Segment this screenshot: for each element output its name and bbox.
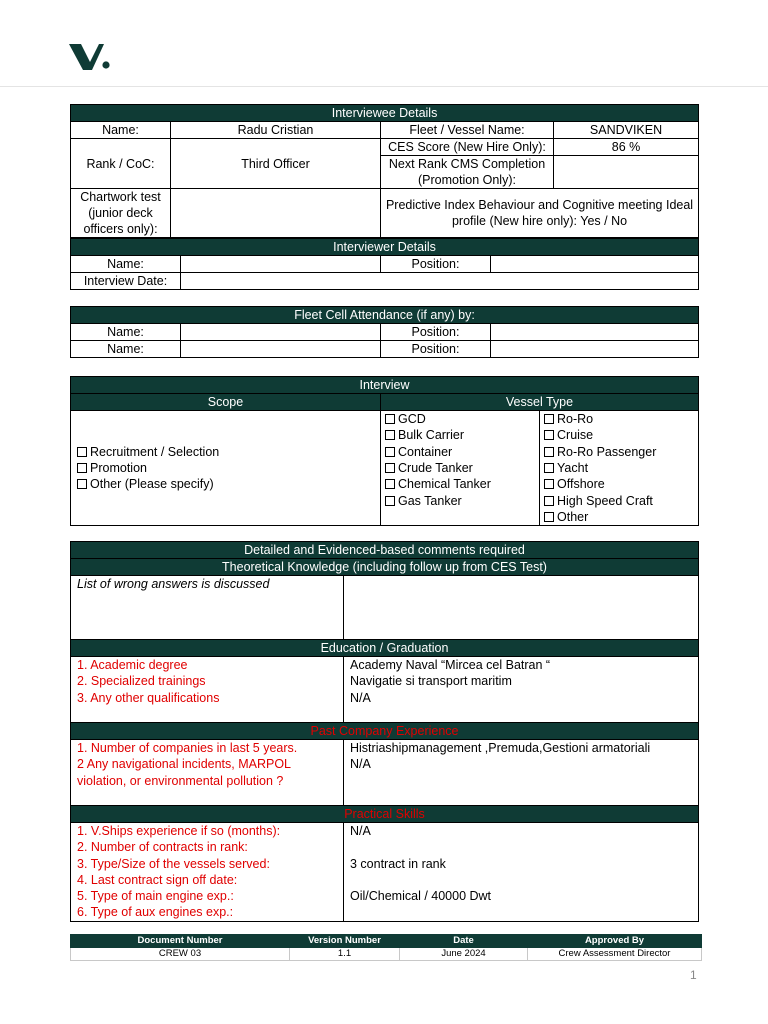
vessel-option-bulk-carrier[interactable]: Bulk Carrier: [385, 427, 535, 443]
vessel-option-gcd[interactable]: GCD: [385, 411, 535, 427]
fleet-cell-table: [70, 306, 699, 358]
past-experience-title: Past Company Experience: [71, 723, 699, 740]
interview-table: [70, 376, 699, 526]
vessel-option-chemical-tanker[interactable]: Chemical Tanker: [385, 476, 535, 492]
rank-label: Rank / CoC:: [71, 139, 171, 189]
footer-version-number: 1.1: [290, 948, 400, 961]
header-divider: [0, 86, 768, 87]
checkbox-icon[interactable]: [385, 463, 395, 473]
practical-value-contracts: [350, 839, 694, 855]
education-value-academic: Academy Naval “Mircea cel Batran “: [350, 658, 551, 672]
fleet-cell-name-field-1[interactable]: [181, 324, 381, 341]
fleet-cell-name-label-2: Name:: [71, 341, 181, 358]
vessel-option-gas-tanker[interactable]: Gas Tanker: [385, 492, 535, 508]
vessel-option-cruise[interactable]: Cruise: [544, 427, 694, 443]
footer-date: June 2024: [400, 948, 528, 961]
past-experience-items: [71, 740, 344, 806]
interviewer-position-label: Position:: [381, 256, 491, 273]
education-value-qualifications: N/A: [350, 690, 371, 705]
footer-header-version-number: Version Number: [290, 935, 400, 948]
checkbox-icon[interactable]: [544, 447, 554, 457]
checkbox-icon[interactable]: [385, 447, 395, 457]
theoretical-knowledge-title: Theoretical Knowledge (including follow up from CES Test): [71, 559, 699, 576]
fleet-cell-position-field-2[interactable]: [491, 341, 699, 358]
vessel-option-high-speed-craft[interactable]: High Speed Craft: [544, 492, 694, 508]
vessel-option-yacht[interactable]: Yacht: [544, 460, 694, 476]
next-rank-value[interactable]: [554, 156, 699, 189]
checkbox-icon[interactable]: [544, 463, 554, 473]
past-value-incidents: N/A: [350, 757, 371, 772]
checkbox-icon[interactable]: [544, 479, 554, 489]
education-title: Education / Graduation: [71, 640, 699, 657]
interviewer-name-label: Name:: [71, 256, 181, 273]
chartwork-value[interactable]: [171, 189, 381, 238]
comments-table: [70, 541, 699, 922]
footer-header-date: Date: [400, 935, 528, 948]
practical-skills-title: Practical Skills: [71, 806, 699, 823]
vessel-type-column-2: [540, 411, 699, 526]
footer-document-number: CREW 03: [71, 948, 290, 961]
fleet-cell-position-label-1: Position:: [381, 324, 491, 341]
checkbox-icon[interactable]: [385, 479, 395, 489]
checkbox-icon[interactable]: [544, 496, 554, 506]
practical-skills-items: [71, 823, 344, 922]
vessel-option-crude-tanker[interactable]: Crude Tanker: [385, 460, 535, 476]
interview-date-field[interactable]: [181, 273, 699, 290]
practical-skills-values[interactable]: [344, 823, 699, 922]
interviewee-details-table: [70, 104, 699, 238]
fleet-cell-name-field-2[interactable]: [181, 341, 381, 358]
footer-header-document-number: Document Number: [71, 935, 290, 948]
interviewer-position-field[interactable]: [491, 256, 699, 273]
chartwork-label: Chartwork test (junior deck officers only):: [71, 189, 171, 238]
checkbox-icon[interactable]: [544, 414, 554, 424]
next-rank-label: Next Rank CMS Completion (Promotion Only):: [381, 156, 554, 189]
past-item-pollution: violation, or environmental pollution ?: [77, 773, 284, 788]
theory-right-cell[interactable]: [344, 576, 699, 640]
interviewer-name-field[interactable]: [181, 256, 381, 273]
past-item-companies: 1. Number of companies in last 5 years.: [77, 741, 298, 755]
fleet-cell-name-label-1: Name:: [71, 324, 181, 341]
vessel-option-container[interactable]: Container: [385, 444, 535, 460]
fleet-vessel-value[interactable]: SANDVIKEN: [554, 122, 699, 139]
checkbox-icon[interactable]: [544, 512, 554, 522]
checkbox-icon[interactable]: [385, 430, 395, 440]
education-item-academic: 1. Academic degree: [77, 658, 188, 672]
education-item-trainings: 2. Specialized trainings: [77, 674, 206, 689]
education-items: [71, 657, 344, 723]
scope-header: Scope: [71, 394, 381, 411]
name-value[interactable]: Radu Cristian: [171, 122, 381, 139]
checkbox-icon[interactable]: [77, 463, 87, 473]
footer-header-approved-by: Approved By: [528, 935, 702, 948]
company-logo: [68, 42, 112, 72]
comments-title: Detailed and Evidenced-based comments required: [71, 542, 699, 559]
ces-score-value[interactable]: 86 %: [554, 139, 699, 156]
document-footer-table: [70, 934, 702, 961]
past-experience-values[interactable]: [344, 740, 699, 806]
checkbox-icon[interactable]: [385, 414, 395, 424]
scope-option-promotion[interactable]: Promotion: [77, 460, 376, 476]
practical-value-main-engine: Oil/Chemical / 40000 Dwt: [350, 889, 492, 904]
vessel-option-other[interactable]: Other: [544, 509, 694, 525]
interviewee-details-title: Interviewee Details: [71, 105, 699, 122]
checkbox-icon[interactable]: [385, 496, 395, 506]
vessel-type-column-1: [381, 411, 540, 526]
scope-options: [71, 411, 381, 526]
past-item-incidents: 2 Any navigational incidents, MARPOL: [77, 757, 292, 772]
vessel-option-ro-ro[interactable]: Ro-Ro: [544, 411, 694, 427]
rank-value[interactable]: Third Officer: [171, 139, 381, 189]
fleet-vessel-label: Fleet / Vessel Name:: [381, 122, 554, 139]
name-label: Name:: [71, 122, 171, 139]
practical-item-vessel-type: 3. Type/Size of the vessels served:: [77, 856, 270, 871]
vessel-option-offshore[interactable]: Offshore: [544, 476, 694, 492]
practical-item-contracts: 2. Number of contracts in rank:: [77, 840, 248, 855]
vessel-option-ro-ro-passenger[interactable]: Ro-Ro Passenger: [544, 444, 694, 460]
interviewer-details-title: Interviewer Details: [71, 239, 699, 256]
fleet-cell-position-field-1[interactable]: [491, 324, 699, 341]
page-number: 1: [690, 968, 697, 982]
interview-date-label: Interview Date:: [71, 273, 181, 290]
predictive-index-text: Predictive Index Behaviour and Cognitive meeting Ideal profile (New hire only): Yes / No: [381, 189, 699, 238]
vessel-type-header: Vessel Type: [381, 394, 699, 411]
scope-option-other[interactable]: Other (Please specify): [77, 476, 376, 492]
interviewer-details-table: [70, 238, 699, 290]
practical-item-aux-engine: 6. Type of aux engines exp.:: [77, 905, 234, 920]
footer-approved-by: Crew Assessment Director: [528, 948, 702, 961]
ces-score-label: CES Score (New Hire Only):: [381, 139, 554, 156]
theory-left-cell[interactable]: List of wrong answers is discussed: [71, 576, 344, 640]
interview-title: Interview: [71, 377, 699, 394]
fleet-cell-position-label-2: Position:: [381, 341, 491, 358]
practical-value-vships: N/A: [350, 824, 371, 838]
checkbox-icon[interactable]: [77, 447, 87, 457]
practical-value-vessel-type: 3 contract in rank: [350, 856, 446, 871]
practical-value-sign-off: [350, 872, 694, 888]
practical-item-main-engine: 5. Type of main engine exp.:: [77, 889, 234, 904]
education-values[interactable]: [344, 657, 699, 723]
past-value-pollution: [350, 773, 694, 789]
education-value-trainings: Navigatie si transport maritim: [350, 674, 512, 689]
checkbox-icon[interactable]: [544, 430, 554, 440]
checkbox-icon[interactable]: [77, 479, 87, 489]
practical-item-vships: 1. V.Ships experience if so (months):: [77, 824, 281, 838]
fleet-cell-title: Fleet Cell Attendance (if any) by:: [71, 307, 699, 324]
scope-option-recruitment[interactable]: Recruitment / Selection: [77, 444, 376, 460]
practical-item-sign-off: 4. Last contract sign off date:: [77, 872, 238, 887]
past-value-companies: Histriashipmanagement ,Premuda,Gestioni armatoriali: [350, 741, 651, 755]
education-item-qualifications: 3. Any other qualifications: [77, 690, 220, 705]
practical-value-aux-engine: [350, 904, 694, 920]
